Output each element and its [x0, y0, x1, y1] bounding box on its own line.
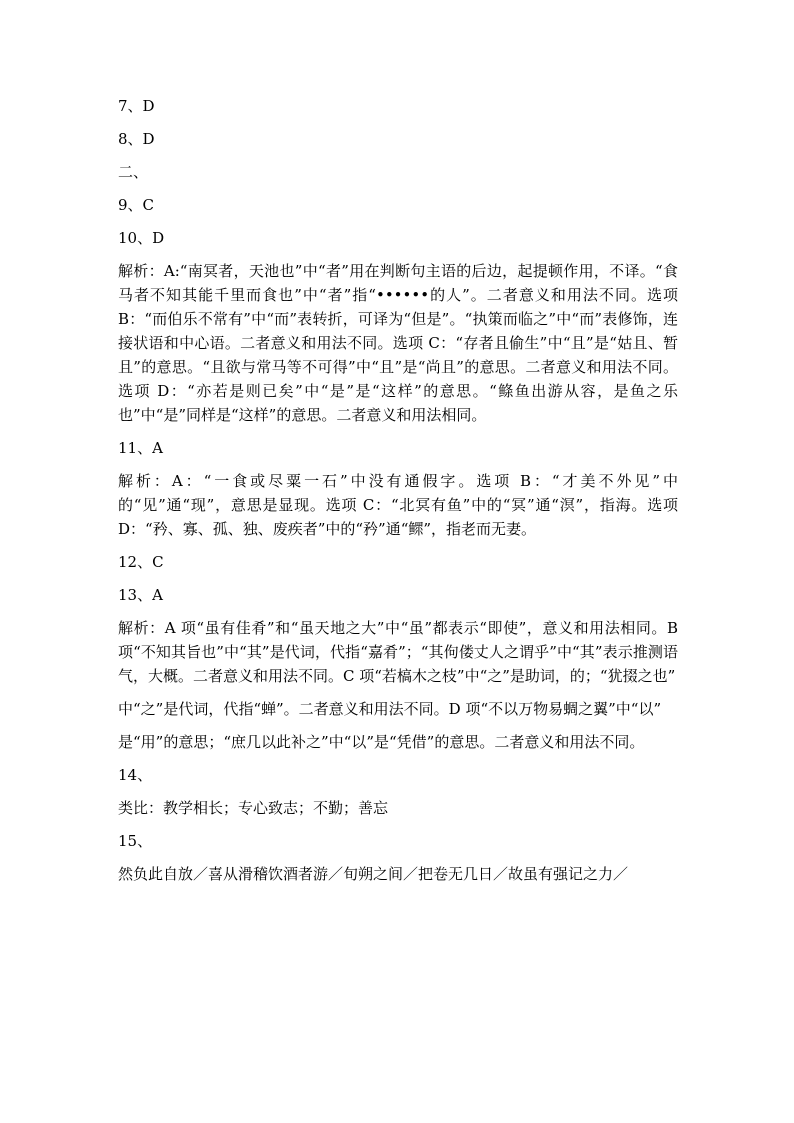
answer-10: 10、D [118, 229, 165, 247]
answer-document [118, 94, 678, 895]
answer-11: 11、A [118, 439, 163, 457]
answer-15: 15、 [118, 832, 153, 850]
answer-15-text: 然负此自放／喜从滑稽饮酒者游／旬朔之间／把卷无几日／故虽有强记之力／ [118, 865, 629, 883]
answer-7: 7、D [118, 97, 155, 115]
answer-12: 12、C [118, 553, 164, 571]
explanation-13-part-3: 是“用”的意思；“庶几以此补之”中“以”是“凭借”的意思。二者意义和用法不同。 [118, 733, 645, 751]
explanation-13-part-2: 中“之”是代词，代指“蝉”。二者意义和用法不同。D 项“不以万物易蜩之翼”中“以” [118, 700, 662, 718]
answer-9: 9、C [118, 196, 155, 214]
explanation-10: 解析：A:“南冥者，天池也”中“者”用在判断句主语的后边，起提顿作用，不译。“食马者不知其能千里而食也”中“者”指“••••••的人”。二者意义和用法不同。选项 B：“而伯乐不常有”中“而”表转折，可译为“但是”。“执策而临之”中“而”表修饰，连接状语和中心语。二者意义和用法不同。选项 C：“存者且偷生”中“且”是“姑且、暂且”的意思。“且欲与常马等不可得”中“且”是“尚且”的意思。二者意义和用法不同。选项 D：“亦若是则已矣”中“是”是“这样”的意思。“鲦鱼出游从容，是鱼之乐也”中“是”同样是“这样”的意思。二者意义和用法相同。 [118, 262, 678, 424]
answer-14-text: 类比：教学相长；专心致志；不勤；善忘 [118, 799, 389, 817]
answer-13: 13、A [118, 586, 163, 604]
answer-8: 8、D [118, 130, 155, 148]
explanation-11: 解析：A：“一食或尽粟一石”中没有通假字。选项 B：“才美不外见”中的“见”通“现”，意思是显现。选项 C：“北冥有鱼”中的“冥”通“溟”，指海。选项 D：“矜、寡、孤、独、废疾者”中的“矜”通“鳏”，指老而无妻。 [118, 472, 678, 538]
explanation-13-part-1: 解析：A 项“虽有佳肴”和“虽天地之大”中“虽”都表示“即使”，意义和用法相同。B 项“不知其旨也”中“其”是代词，代指“嘉肴”；“其佝偻丈人之谓乎”中“其”表示推测语气，大概。二者意义和用法不同。C 项“若槁木之枝”中“之”是助词，的；“犹掇之也” [118, 619, 678, 685]
answer-14: 14、 [118, 766, 153, 784]
section-2-heading: 二、 [118, 163, 149, 181]
